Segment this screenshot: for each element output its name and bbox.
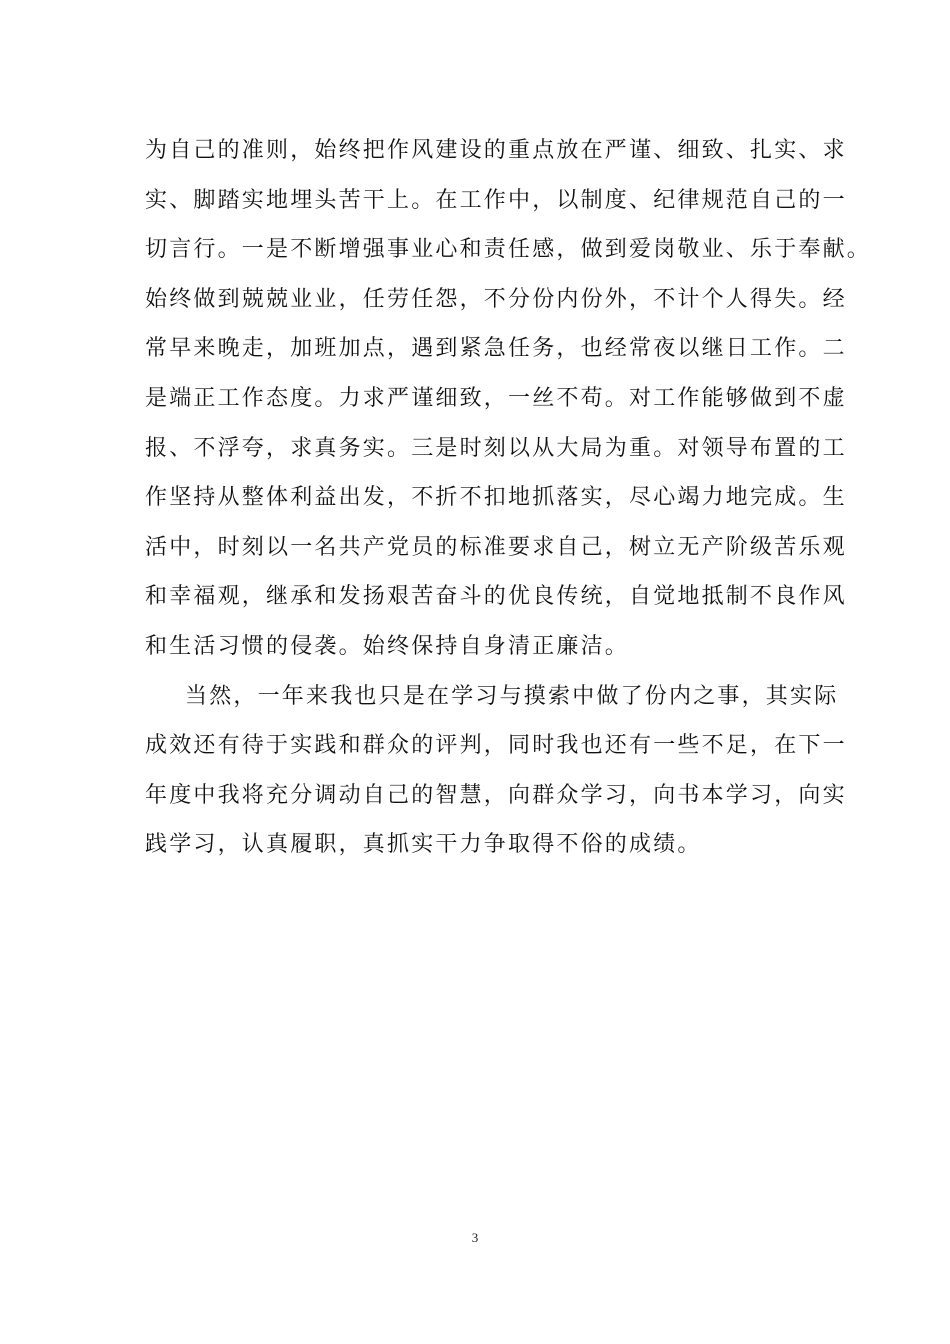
paragraph-start-line: 当然，一年来我也只是在学习与摸索中做了份内之事，其实际 bbox=[185, 683, 839, 709]
page-number: 3 bbox=[471, 1230, 479, 1245]
text-line: 活中，时刻以一名共产党员的标准要求自己，树立无产阶级苦乐观 bbox=[145, 534, 847, 560]
text-line: 为自己的准则，始终把作风建设的重点放在严谨、细致、扎实、求 bbox=[145, 138, 847, 163]
text-line: 报、不浮夸，求真务实。三是时刻以从大局为重。对领导布置的工 bbox=[145, 435, 847, 461]
text-line: 和生活习惯的侵袭。始终保持自身清正廉洁。 bbox=[145, 633, 630, 659]
text-line: 和幸福观，继承和发扬艰苦奋斗的优良传统，自觉地抵制不良作风 bbox=[145, 584, 847, 610]
text-line: 作坚持从整体利益出发，不折不扣地抓落实，尽心竭力地完成。生 bbox=[145, 485, 847, 511]
text-line: 年度中我将充分调动自己的智慧，向群众学习，向书本学习，向实 bbox=[145, 782, 847, 808]
text-line: 成效还有待于实践和群众的评判，同时我也还有一些不足，在下一 bbox=[145, 733, 847, 759]
text-line: 常早来晚走，加班加点，遇到紧急任务，也经常夜以继日工作。二 bbox=[145, 336, 847, 362]
text-line: 始终做到兢兢业业，任劳任怨，不分份内份外，不计个人得失。经 bbox=[145, 286, 847, 312]
body-text bbox=[145, 126, 872, 870]
text-line: 实、脚踏实地埋头苦干上。在工作中，以制度、纪律规范自己的一 bbox=[145, 187, 847, 213]
text-line: 践学习，认真履职，真抓实干力争取得不俗的成绩。 bbox=[145, 832, 702, 858]
text-line: 切言行。一是不断增强事业心和责任感，做到爱岗敬业、乐于奉献。 bbox=[145, 237, 872, 263]
text-line: 是端正工作态度。力求严谨细致，一丝不苟。对工作能够做到不虚 bbox=[145, 385, 847, 411]
